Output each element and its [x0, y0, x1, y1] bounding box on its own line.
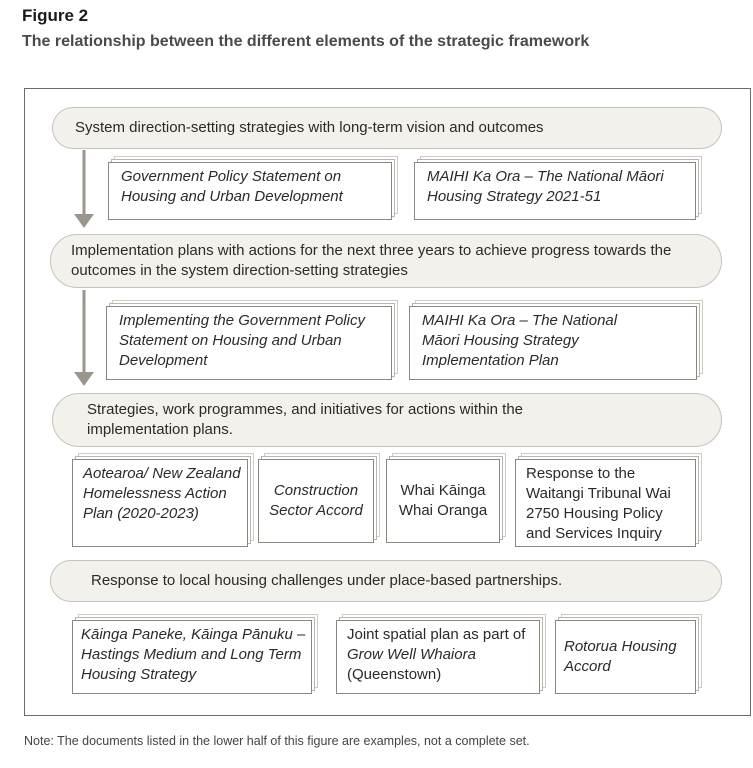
tier-heading-implementation-plans	[50, 234, 722, 288]
document-title: Implementing the Government Policy Statement on Housing and Urban Development	[119, 312, 365, 369]
figure-title: The relationship between the different elements of the strategic framework	[22, 33, 590, 50]
document-title-italic: Grow Well Whaiora	[347, 646, 476, 663]
document-title: Response to the Waitangi Tribunal Wai 2750 Housing Policy and Services Inquiry	[526, 465, 671, 542]
document-grow-well-whaiora	[336, 620, 540, 694]
tier-heading-work-programmes	[52, 393, 722, 447]
document-title: Government Policy Statement on Housing and Urban Development	[121, 168, 343, 205]
document-maihi-implementation-plan	[409, 306, 697, 380]
tier-heading-text: System direction-setting strategies with long-term vision and outcomes	[75, 119, 544, 136]
document-rotorua-housing-accord	[555, 620, 696, 694]
document-title: Rotorua Housing Accord	[564, 638, 677, 675]
document-title: MAIHI Ka Ora – The National Māori Housing Strategy 2021-51	[427, 168, 664, 205]
footnote: Note: The documents listed in the lower half of this figure are examples, not a complete set.	[24, 734, 530, 748]
tier-heading-long-term-strategies	[52, 107, 722, 149]
document-title: Whai Kāinga Whai Oranga	[398, 482, 488, 519]
tier-heading-text: Response to local housing challenges under place-based partnerships.	[91, 572, 563, 589]
down-arrow-icon	[72, 150, 96, 230]
document-title-prefix: Joint spatial plan as part of	[347, 626, 526, 643]
document-title-suffix: (Queenstown)	[347, 666, 442, 683]
document-title: Kāinga Paneke, Kāinga Pānuku – Hastings Medium and Long Term Housing Strategy	[81, 626, 306, 683]
document-construction-sector-accord	[258, 459, 374, 543]
tier-heading-text: Implementation plans with actions for the next three years to achieve progress towards the outcomes in the system direction-setting strategies	[71, 242, 672, 279]
tier-heading-text: Strategies, work programmes, and initiatives for actions within the implementation plans.	[87, 401, 524, 438]
document-hastings-housing-strategy	[72, 620, 312, 694]
document-implementing-gps	[106, 306, 392, 380]
tier-heading-place-based-partnerships	[50, 560, 722, 602]
document-title: Aotearoa/ New Zealand Homelessness Action Plan (2020-2023)	[83, 465, 241, 522]
document-wai-2750-response	[515, 459, 696, 547]
document-title: Construction Sector Accord	[269, 482, 363, 519]
document-title: MAIHI Ka Ora – The National Māori Housing Strategy Implementation Plan	[422, 312, 618, 369]
document-gps-housing	[108, 162, 392, 220]
figure-label: Figure 2	[22, 6, 89, 25]
document-maihi-ka-ora	[414, 162, 696, 220]
document-homelessness-action-plan	[72, 459, 248, 547]
down-arrow-icon	[72, 290, 96, 388]
document-whai-kainga-whai-oranga	[386, 459, 500, 543]
